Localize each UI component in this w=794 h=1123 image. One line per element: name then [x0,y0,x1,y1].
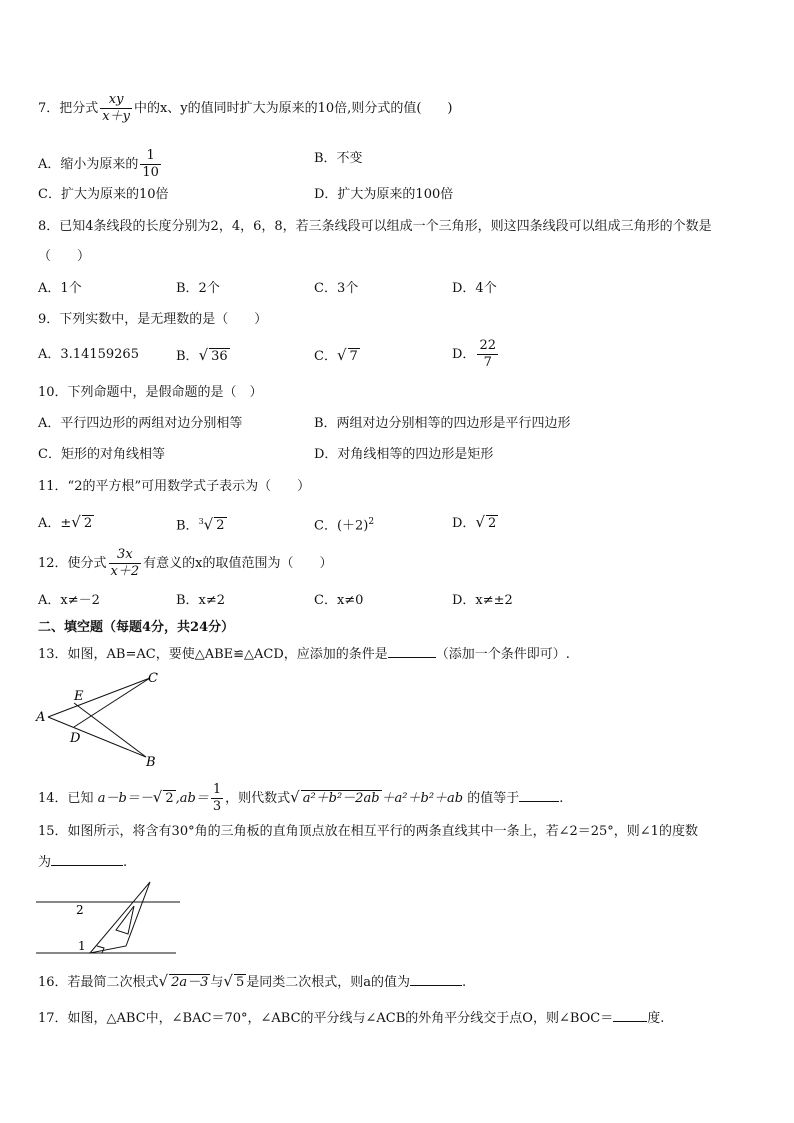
q9-c-radicand: 7 [349,349,358,364]
q12-frac-den: x＋2 [110,564,140,579]
q9-option-a: A．3.14159265 [38,347,139,362]
q14-expression-tail: ＋a²＋b²＋ab [381,791,464,806]
q15-stem-line1: 15．如图所示，将含有30°角的三角板的直角顶点放在相互平行的两条直线其中一条上，若∠2＝25°，则∠1的度数 [38,824,698,839]
q11-option-c [314,513,374,535]
q11-option-d: D．√ 2 [452,513,497,531]
q11-option-a: A．±√ 2 [38,513,93,531]
q12-option-b: B．x≠2 [176,593,226,608]
q14-pre: 14．已知 [38,791,94,806]
q17-pre: 17．如图，△ABC中，∠BAC＝70°，∠ABC的平分线与∠ACB的外角平分线交于点O，则∠BOC＝ [38,1011,614,1026]
q12-option-d: D．x≠±2 [452,593,513,608]
q16-pre: 16．若最简二次根式 [38,975,159,990]
q8-option-b: B．2个 [176,281,220,296]
q9-c-pre: C． [314,349,337,364]
q13-label-e: E [74,689,84,704]
q15-label-1: 1 [78,939,86,953]
q9-d-fraction [477,338,498,371]
q10-option-d: D．对角线相等的四边形是矩形 [314,447,494,462]
q8-option-d: D．4个 [452,281,497,296]
q12-stem [38,547,333,580]
q13-post: （添加一个条件即可）. [435,647,570,662]
q7-option-a [38,148,163,181]
q13-label-b: B [146,755,156,770]
q17-post: 度. [647,1011,665,1026]
q15-line2-post: . [123,855,128,870]
q13-label-d: D [70,731,81,746]
q10-option-b: B．两组对边分别相等的四边形是平行四边形 [314,416,571,431]
q9-option-b: B．√ 36 [176,346,228,364]
q7-a-num: 1 [140,148,161,165]
q15-right-angle-mark [97,946,104,953]
q9-d-pre: D． [452,347,476,362]
q12-fraction [109,547,142,580]
q14-fraction [211,782,223,815]
q10-stem: 10．下列命题中，是假命题的是（ ） [38,385,263,400]
q7-option-d: D．扩大为原来的100倍 [314,187,454,202]
q10-option-a: A．平行四边形的两组对边分别相等 [38,416,243,431]
q11-c-exponent: 2 [368,517,375,527]
q14-frac-num: 1 [212,782,222,797]
q11-d-pre: D． [452,516,476,531]
q13-stem [38,645,570,664]
q13-answer-blank[interactable] [388,645,436,658]
q14-post: 的值等于 [467,791,520,806]
q12-frac-num: 3x [109,547,142,564]
q15-triangle-inner [116,906,134,934]
q15-figure [34,878,194,958]
q16-answer-blank[interactable] [410,973,462,986]
q9-d-num: 22 [479,338,496,353]
q11-b-index: 3 [198,517,204,526]
q14-condition-1-radicand: 2 [165,791,174,806]
q12-option-a: A．x≠－2 [38,593,100,608]
q9-d-den: 7 [483,355,492,370]
q14-frac-den: 3 [212,799,222,814]
q15-triangle-outer [90,882,150,953]
q10-option-c: C．矩形的对角线相等 [38,447,165,462]
q7-a-den: 10 [142,165,159,180]
q15-line2-pre: 为 [38,855,52,870]
q12-post: 有意义的x的取值范围为（ ） [143,556,333,571]
q12-pre: 12．使分式 [38,556,107,571]
q7-frac-num: xy [100,92,132,109]
q16-radicand-2: 5 [235,975,245,990]
q14-expression-radicand: a²＋b²－2ab [302,791,380,806]
q11-stem: 11．“2的平方根”可用数学式子表示为（ ） [38,479,311,494]
q11-b-radicand: 2 [216,518,225,534]
q8-option-c: C．3个 [314,281,359,296]
q12-option-c: C．x≠0 [314,593,364,608]
q8-stem: 8．已知4条线段的长度分别为2，4，6，8，若三条线段可以组成一个三角形，则这四条线段可以组成三角形的个数是 [38,219,712,234]
q13-label-c: C [148,671,158,686]
q13-label-a: A [36,710,46,725]
q15-answer-blank[interactable] [51,853,123,866]
q9-option-c: C．√ 7 [314,346,358,364]
q9-stem: 9．下列实数中，是无理数的是（ ） [38,312,268,327]
q14-condition-1: a－b＝－ [97,791,153,806]
q13-pre: 13．如图，AB=AC，要使△ABE≌△ACD，应添加的条件是 [38,647,388,662]
q14-end: . [559,791,564,806]
q15-label-2: 2 [76,903,84,917]
q7-option-b: B．不变 [314,151,363,166]
q7-frac-den: x＋y [102,109,130,124]
q9-option-d [452,338,500,371]
q17-answer-blank[interactable] [613,1009,647,1022]
q7-a-pre: A．缩小为原来的 [38,157,139,172]
q11-a-radicand: 2 [83,516,93,531]
q16-post: 是同类二次根式，则a的值为 [246,975,411,990]
q14-answer-blank[interactable] [519,789,559,802]
q14-mid: ，则代数式 [225,791,291,806]
q16-end: . [462,975,467,990]
q16-radicand-1: 2a－3 [171,975,209,990]
q14-stem: 14．已知 a－b＝－√ 2 ,ab＝ $\frac{1}{3}$ ，则代数式√ a²＋b²－2ab ＋a²＋b²＋ab 的值等于 . [38,782,564,814]
q8-paren: （ ） [38,249,91,264]
q17-stem [38,1009,664,1028]
q16-stem: 16．若最简二次根式√ 2a－3 与√ 5 是同类二次根式，则a的值为 . [38,972,467,990]
q13-figure [34,670,164,770]
section-2-title: 二、填空题（每题4分，共24分） [38,620,235,635]
q13-segment-eb [74,703,146,757]
q11-option-b: B．$^3$√ 2 [176,515,225,534]
q13-segment-ab [48,717,146,757]
q7-a-fraction [140,148,161,181]
q15-stem-line2 [38,853,127,872]
q7-stem [38,92,452,125]
q16-mid: 与 [210,975,224,990]
q7-post: 中的x、y的值同时扩大为原来的10倍,则分式的值( ) [133,101,453,116]
q7-pre: 7．把分式 [38,101,99,116]
q9-b-pre: B． [176,349,199,364]
q11-a-pre: A．± [38,516,72,531]
q7-fraction [100,92,132,125]
q9-b-radicand: 36 [211,349,228,364]
q11-b-pre: B． [176,518,199,534]
q8-option-a: A．1个 [38,281,82,296]
q7-option-c: C．扩大为原来的10倍 [38,187,169,202]
q14-condition-2: ,ab＝ [175,791,209,806]
q11-c-base: C．(＋2) [314,518,369,534]
q11-d-radicand: 2 [488,516,497,531]
